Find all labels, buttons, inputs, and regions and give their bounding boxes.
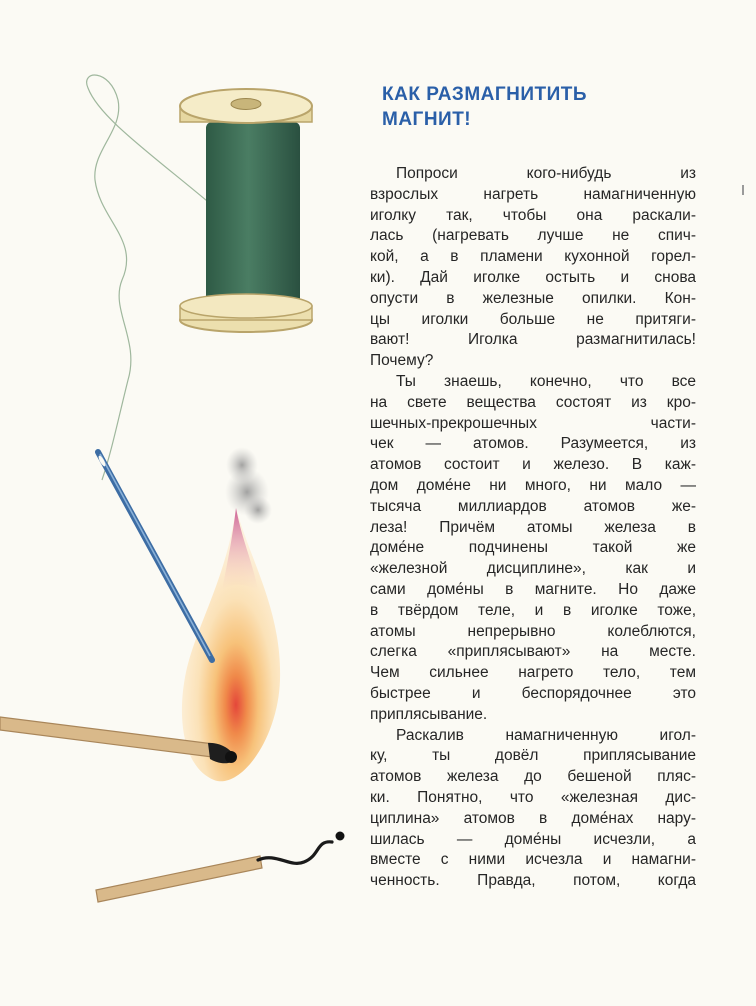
text-line: Чем сильнее нагрето тело, тем — [370, 664, 696, 682]
text-line: иголку так, чтобы она раскали- — [370, 206, 696, 224]
text-line: ки. Понятно, что «железная дис- — [370, 788, 696, 806]
text-line: Почему? — [370, 352, 434, 370]
text-line: слегка «приплясывают» на месте. — [370, 643, 696, 661]
title-line: МАГНИТ! — [382, 109, 472, 130]
text-line: ченность. Правда, потом, когда — [370, 872, 696, 890]
article-title — [382, 82, 722, 132]
sewing-needle — [97, 452, 212, 660]
text-line: тысяча миллиардов атомов же- — [370, 497, 696, 515]
text-line: ки). Дай иголке остыть и снова — [370, 268, 696, 286]
text-line: взрослых нагреть намагниченную — [370, 185, 696, 203]
smoke — [225, 447, 272, 524]
text-line: в твёрдом теле, и в иголке тоже, — [370, 601, 696, 619]
burnt-match — [96, 832, 345, 903]
text-line: атомов состоит и железо. В каж- — [370, 456, 696, 474]
text-line: леза! Причём атомы железа в — [370, 518, 696, 536]
text-line: быстрее и беспорядочнее это — [370, 684, 696, 702]
text-line: Ты знаешь, конечно, что все — [396, 372, 696, 390]
title-line: КАК РАЗМАГНИТИТЬ — [382, 84, 588, 105]
article-body — [370, 164, 696, 892]
text-line: атомы непрерывно колеблются, — [370, 622, 696, 640]
text-line: приплясывание. — [370, 705, 488, 723]
text-line: вместе с ними исчезла и намагни- — [370, 851, 696, 869]
text-line: шечных-прекрошечных части- — [370, 414, 696, 432]
flame — [182, 508, 280, 781]
text-line: лась (нагревать лучше не спич- — [370, 227, 696, 245]
text-line: опусти в железные опилки. Кон- — [370, 289, 696, 307]
thread-spool — [180, 89, 312, 332]
scan-mark — [742, 185, 744, 195]
text-line: циплина» атомов в доме́нах нару- — [370, 809, 696, 827]
text-line: атомов железа до бешеной пляс- — [370, 768, 696, 786]
text-line: «железной дисциплине», как и — [370, 560, 696, 578]
text-line: кой, а в пламени кухонной горел- — [370, 248, 696, 266]
text-line: вают! Иголка размагнитилась! — [370, 331, 696, 349]
text-line: доме́не подчинены такой же — [370, 539, 696, 557]
text-line: цы иголки больше не притяги- — [370, 310, 696, 328]
text-line: чек — атомов. Разумеется, из — [370, 435, 696, 453]
text-line: Попроси кого-нибудь из — [396, 165, 696, 182]
illustration — [0, 0, 360, 1006]
text-line: сами доме́ны в магните. Но даже — [370, 580, 696, 598]
text-line: на свете вещества состоят из кро- — [370, 393, 696, 411]
text-line: шилась — доме́ны исчезли, а — [370, 830, 696, 848]
text-line: Раскалив намагниченную игол- — [396, 726, 696, 744]
text-line: ку, ты довёл приплясывание — [370, 747, 696, 765]
text-line: дом доме́не ни много, ни мало — — [370, 476, 696, 494]
